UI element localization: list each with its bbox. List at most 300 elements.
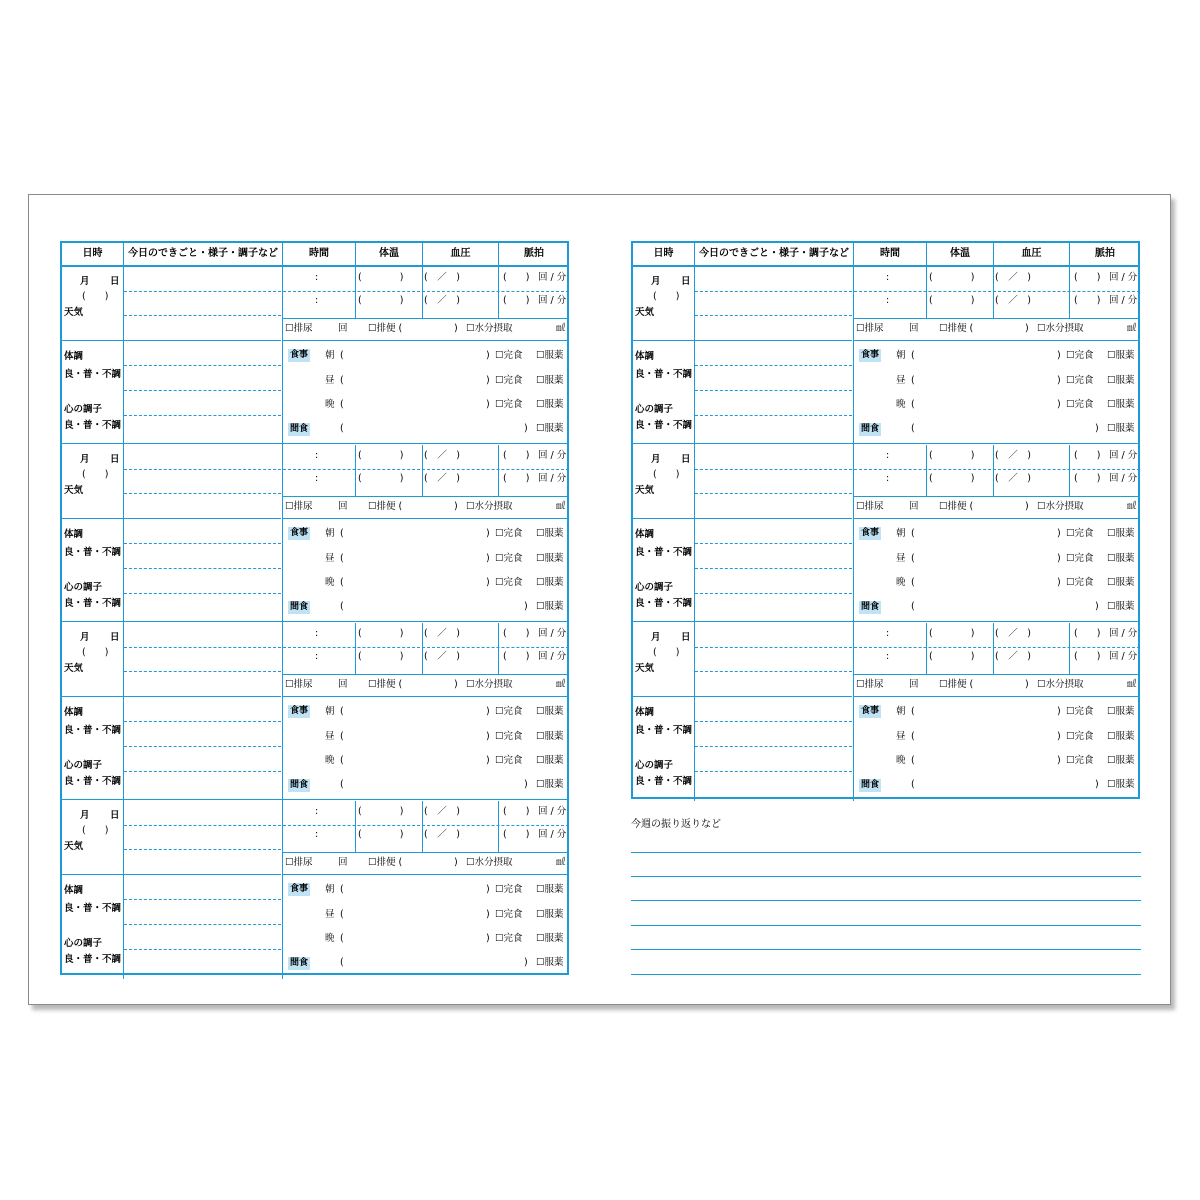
lunch-finished-checkbox[interactable]: ☐完食 [495, 553, 523, 564]
time-field[interactable]: : [886, 473, 890, 484]
breakfast-label: 朝 [896, 350, 906, 361]
urine-checkbox[interactable]: ☐排尿 [285, 857, 313, 868]
breakfast-medication-checkbox[interactable]: ☐服薬 [536, 350, 564, 361]
pulse-field[interactable]: ( ) [503, 651, 530, 662]
stool-checkbox[interactable]: ☐排便 ( [368, 679, 403, 690]
weekday-paren[interactable]: ( ) [82, 825, 109, 836]
dinner-medication-checkbox[interactable]: ☐服薬 [1107, 755, 1135, 766]
lunch-finished-checkbox[interactable]: ☐完食 [495, 731, 523, 742]
divider [854, 696, 1140, 697]
mood-scale[interactable]: 良・普・不調 [64, 954, 122, 965]
pulse-field[interactable]: ( ) [503, 628, 530, 639]
notes-line[interactable] [695, 593, 852, 594]
breakfast-label: 朝 [325, 350, 335, 361]
divider [355, 243, 356, 265]
breakfast-medication-checkbox[interactable]: ☐服薬 [1107, 706, 1135, 717]
blood-pressure-field[interactable]: ( ／ ) [424, 450, 460, 461]
lunch-open-paren[interactable]: ( [340, 731, 344, 742]
pulse-unit: 回 / 分 [1109, 272, 1138, 283]
blood-pressure-field[interactable]: ( ／ ) [424, 651, 460, 662]
time-field[interactable]: : [315, 450, 319, 461]
meal-tag: 食事 [290, 350, 309, 360]
lunch-open-paren[interactable]: ( [911, 375, 915, 386]
left-page-diary-table [60, 241, 569, 975]
day-label: 日 [110, 810, 120, 821]
condition-scale[interactable]: 良・普・不調 [64, 725, 122, 736]
day-entry [62, 267, 567, 445]
dinner-open-paren[interactable]: ( [911, 755, 915, 766]
temperature-field[interactable]: ( ) [929, 651, 975, 662]
lunch-finished-checkbox[interactable]: ☐完食 [1066, 731, 1094, 742]
dinner-close-paren: ) [486, 933, 490, 944]
urine-checkbox[interactable]: ☐排尿 [285, 679, 313, 690]
review-writing-line[interactable] [631, 852, 1141, 853]
time-field[interactable]: : [315, 651, 319, 662]
snack-open-paren[interactable]: ( [911, 601, 915, 612]
time-field[interactable]: : [315, 806, 319, 817]
pulse-field[interactable]: ( ) [503, 272, 530, 283]
dinner-finished-checkbox[interactable]: ☐完食 [1066, 755, 1094, 766]
divider [926, 267, 927, 318]
temperature-field[interactable]: ( ) [358, 806, 404, 817]
breakfast-open-paren[interactable]: ( [340, 706, 344, 717]
lunch-label: 昼 [896, 553, 906, 564]
lunch-medication-checkbox[interactable]: ☐服薬 [1107, 375, 1135, 386]
time-field[interactable]: : [315, 473, 319, 484]
dinner-open-paren[interactable]: ( [911, 577, 915, 588]
divider [282, 801, 283, 979]
dinner-finished-checkbox[interactable]: ☐完食 [1066, 399, 1094, 410]
pulse-field[interactable]: ( ) [1074, 272, 1101, 283]
dinner-label: 晩 [896, 399, 906, 410]
notes-line[interactable] [124, 493, 281, 494]
lunch-open-paren[interactable]: ( [340, 909, 344, 920]
notes-line[interactable] [695, 647, 852, 648]
time-field[interactable]: : [315, 829, 319, 840]
mood-scale[interactable]: 良・普・不調 [64, 420, 122, 431]
blood-pressure-field[interactable]: ( ／ ) [995, 651, 1031, 662]
temperature-field[interactable]: ( ) [358, 829, 404, 840]
dinner-finished-checkbox[interactable]: ☐完食 [495, 755, 523, 766]
snack-tag: 間食 [290, 602, 309, 612]
dinner-open-paren[interactable]: ( [340, 577, 344, 588]
blood-pressure-field[interactable]: ( ／ ) [995, 295, 1031, 306]
notes-line[interactable] [124, 593, 281, 594]
day-entry [62, 623, 567, 801]
pulse-field[interactable]: ( ) [503, 473, 530, 484]
vitals-divider [283, 291, 569, 292]
divider [633, 696, 694, 697]
header-blood-pressure: 血圧 [450, 248, 471, 259]
snack-open-paren[interactable]: ( [340, 601, 344, 612]
blood-pressure-field[interactable]: ( ／ ) [995, 473, 1031, 484]
notes-line[interactable] [695, 543, 852, 544]
snack-open-paren[interactable]: ( [340, 957, 344, 968]
lunch-medication-checkbox[interactable]: ☐服薬 [536, 909, 564, 920]
pulse-field[interactable]: ( ) [1074, 473, 1101, 484]
breakfast-finished-checkbox[interactable]: ☐完食 [495, 884, 523, 895]
breakfast-open-paren[interactable]: ( [911, 706, 915, 717]
blood-pressure-field[interactable]: ( ／ ) [424, 272, 460, 283]
breakfast-finished-checkbox[interactable]: ☐完食 [1066, 528, 1094, 539]
urine-checkbox[interactable]: ☐排尿 [856, 501, 884, 512]
month-label: 月 [80, 632, 90, 643]
weekday-paren[interactable]: ( ) [82, 647, 109, 658]
meal-tag: 食事 [290, 884, 309, 894]
temperature-field[interactable]: ( ) [929, 450, 975, 461]
blood-pressure-field[interactable]: ( ／ ) [424, 806, 460, 817]
divider [124, 340, 281, 341]
vitals-divider [283, 825, 569, 826]
divider [123, 623, 124, 801]
lunch-open-paren[interactable]: ( [340, 553, 344, 564]
milliliter-unit: ㎖ [556, 501, 566, 512]
breakfast-medication-checkbox[interactable]: ☐服薬 [536, 528, 564, 539]
breakfast-medication-checkbox[interactable]: ☐服薬 [536, 884, 564, 895]
temperature-field[interactable]: ( ) [358, 450, 404, 461]
temperature-field[interactable]: ( ) [358, 628, 404, 639]
lunch-finished-checkbox[interactable]: ☐完食 [1066, 375, 1094, 386]
notes-line[interactable] [124, 746, 281, 747]
snack-medication-checkbox[interactable]: ☐服薬 [1107, 423, 1135, 434]
breakfast-open-paren[interactable]: ( [340, 528, 344, 539]
lunch-medication-checkbox[interactable]: ☐服薬 [536, 731, 564, 742]
blood-pressure-field[interactable]: ( ／ ) [424, 628, 460, 639]
time-field[interactable]: : [886, 295, 890, 306]
mood-scale[interactable]: 良・普・不調 [635, 776, 693, 787]
temperature-field[interactable]: ( ) [358, 295, 404, 306]
notes-line[interactable] [124, 825, 281, 826]
divider [694, 243, 695, 265]
temperature-field[interactable]: ( ) [929, 272, 975, 283]
dinner-finished-checkbox[interactable]: ☐完食 [495, 399, 523, 410]
mood-label: 心の調子 [635, 760, 674, 771]
time-field[interactable]: : [886, 272, 890, 283]
breakfast-medication-checkbox[interactable]: ☐服薬 [1107, 350, 1135, 361]
review-writing-line[interactable] [631, 974, 1141, 975]
pulse-field[interactable]: ( ) [1074, 295, 1101, 306]
day-label: 日 [110, 632, 120, 643]
temperature-field[interactable]: ( ) [929, 473, 975, 484]
notes-line[interactable] [695, 721, 852, 722]
snack-medication-checkbox[interactable]: ☐服薬 [1107, 601, 1135, 612]
dinner-finished-checkbox[interactable]: ☐完食 [495, 577, 523, 588]
lunch-close-paren: ) [486, 909, 490, 920]
divider [1069, 445, 1070, 496]
pulse-field[interactable]: ( ) [503, 829, 530, 840]
notes-line[interactable] [695, 291, 852, 292]
divider [926, 243, 927, 265]
breakfast-open-paren[interactable]: ( [340, 884, 344, 895]
dinner-open-paren[interactable]: ( [340, 933, 344, 944]
dinner-finished-checkbox[interactable]: ☐完食 [1066, 577, 1094, 588]
weekday-paren[interactable]: ( ) [82, 469, 109, 480]
divider [633, 518, 694, 519]
snack-tag: 間食 [290, 780, 309, 790]
divider [1069, 243, 1070, 265]
blood-pressure-field[interactable]: ( ／ ) [424, 473, 460, 484]
pulse-unit: 回 / 分 [538, 473, 567, 484]
urine-checkbox[interactable]: ☐排尿 [856, 679, 884, 690]
header-pulse: 脈拍 [524, 248, 544, 259]
meal-tag: 食事 [861, 350, 880, 360]
notes-line[interactable] [695, 390, 852, 391]
vitals-divider [854, 469, 1140, 470]
divider [694, 445, 695, 623]
notes-line[interactable] [695, 315, 852, 316]
pulse-field[interactable]: ( ) [503, 295, 530, 306]
blood-pressure-field[interactable]: ( ／ ) [995, 628, 1031, 639]
notes-line[interactable] [124, 924, 281, 925]
lunch-close-paren: ) [486, 375, 490, 386]
header-notes: 今日のできごと・様子・調子など [699, 248, 849, 259]
lunch-label: 昼 [325, 909, 335, 920]
notes-line[interactable] [124, 671, 281, 672]
breakfast-medication-checkbox[interactable]: ☐服薬 [536, 706, 564, 717]
snack-medication-checkbox[interactable]: ☐服薬 [536, 957, 564, 968]
snack-medication-checkbox[interactable]: ☐服薬 [536, 779, 564, 790]
stool-checkbox[interactable]: ☐排便 ( [368, 323, 403, 334]
dinner-label: 晩 [896, 755, 906, 766]
time-field[interactable]: : [315, 272, 319, 283]
temperature-field[interactable]: ( ) [929, 628, 975, 639]
stool-checkbox[interactable]: ☐排便 ( [939, 679, 974, 690]
review-writing-line[interactable] [631, 925, 1141, 926]
water-intake-checkbox[interactable]: ☐水分摂取 [1037, 323, 1084, 334]
notes-line[interactable] [695, 746, 852, 747]
pulse-field[interactable]: ( ) [503, 450, 530, 461]
month-label: 月 [651, 454, 661, 465]
stool-checkbox[interactable]: ☐排便 ( [939, 501, 974, 512]
water-intake-checkbox[interactable]: ☐水分摂取 [466, 501, 513, 512]
notes-line[interactable] [695, 568, 852, 569]
mood-scale[interactable]: 良・普・不調 [635, 598, 693, 609]
divider [62, 340, 123, 341]
dinner-open-paren[interactable]: ( [911, 399, 915, 410]
breakfast-finished-checkbox[interactable]: ☐完食 [495, 706, 523, 717]
divider [694, 267, 695, 445]
divider [124, 874, 281, 875]
notes-line[interactable] [124, 949, 281, 950]
breakfast-open-paren[interactable]: ( [911, 528, 915, 539]
dinner-close-paren: ) [1057, 755, 1061, 766]
divider [854, 318, 1140, 319]
divider [633, 340, 694, 341]
breakfast-open-paren[interactable]: ( [911, 350, 915, 361]
weekday-paren[interactable]: ( ) [653, 291, 680, 302]
dinner-medication-checkbox[interactable]: ☐服薬 [536, 755, 564, 766]
dinner-medication-checkbox[interactable]: ☐服薬 [536, 577, 564, 588]
divider [695, 696, 852, 697]
blood-pressure-field[interactable]: ( ／ ) [995, 272, 1031, 283]
breakfast-label: 朝 [325, 706, 335, 717]
condition-scale[interactable]: 良・普・不調 [64, 903, 122, 914]
notes-line[interactable] [695, 415, 852, 416]
urine-checkbox[interactable]: ☐排尿 [285, 501, 313, 512]
dinner-medication-checkbox[interactable]: ☐服薬 [1107, 399, 1135, 410]
notes-line[interactable] [124, 721, 281, 722]
lunch-finished-checkbox[interactable]: ☐完食 [495, 909, 523, 920]
time-field[interactable]: : [315, 295, 319, 306]
dinner-medication-checkbox[interactable]: ☐服薬 [536, 399, 564, 410]
lunch-medication-checkbox[interactable]: ☐服薬 [1107, 731, 1135, 742]
snack-medication-checkbox[interactable]: ☐服薬 [1107, 779, 1135, 790]
urine-checkbox[interactable]: ☐排尿 [285, 323, 313, 334]
divider [993, 243, 994, 265]
table-header [633, 243, 1138, 267]
lunch-finished-checkbox[interactable]: ☐完食 [495, 375, 523, 386]
condition-scale[interactable]: 良・普・不調 [635, 369, 693, 380]
dinner-medication-checkbox[interactable]: ☐服薬 [1107, 577, 1135, 588]
stool-checkbox[interactable]: ☐排便 ( [368, 857, 403, 868]
snack-open-paren[interactable]: ( [340, 779, 344, 790]
notes-line[interactable] [124, 771, 281, 772]
pulse-unit: 回 / 分 [1109, 473, 1138, 484]
day-label: 日 [681, 454, 691, 465]
weekday-paren[interactable]: ( ) [653, 647, 680, 658]
snack-open-paren[interactable]: ( [340, 423, 344, 434]
divider [854, 518, 1140, 519]
divider [695, 340, 852, 341]
weather-label: 天気 [635, 663, 655, 674]
notes-line[interactable] [124, 647, 281, 648]
dinner-open-paren[interactable]: ( [340, 755, 344, 766]
snack-close-paren: ) [524, 779, 528, 790]
divider [283, 674, 569, 675]
mood-scale[interactable]: 良・普・不調 [635, 420, 693, 431]
lunch-medication-checkbox[interactable]: ☐服薬 [536, 553, 564, 564]
lunch-medication-checkbox[interactable]: ☐服薬 [536, 375, 564, 386]
divider [853, 623, 854, 801]
breakfast-finished-checkbox[interactable]: ☐完食 [1066, 706, 1094, 717]
snack-medication-checkbox[interactable]: ☐服薬 [536, 601, 564, 612]
weather-label: 天気 [635, 485, 655, 496]
condition-label: 体調 [635, 351, 655, 362]
time-field[interactable]: : [886, 651, 890, 662]
notes-line[interactable] [695, 493, 852, 494]
notes-line[interactable] [124, 415, 281, 416]
day-separator [62, 799, 569, 800]
snack-medication-checkbox[interactable]: ☐服薬 [536, 423, 564, 434]
pulse-unit: 回 / 分 [538, 628, 567, 639]
condition-scale[interactable]: 良・普・不調 [64, 369, 122, 380]
mood-scale[interactable]: 良・普・不調 [64, 776, 122, 787]
breakfast-open-paren[interactable]: ( [340, 350, 344, 361]
snack-open-paren[interactable]: ( [911, 779, 915, 790]
divider [695, 518, 852, 519]
divider [422, 445, 423, 496]
day-entry [62, 445, 567, 623]
notes-line[interactable] [124, 390, 281, 391]
blood-pressure-field[interactable]: ( ／ ) [424, 829, 460, 840]
notes-line[interactable] [124, 543, 281, 544]
divider [1069, 267, 1070, 318]
water-intake-checkbox[interactable]: ☐水分摂取 [1037, 679, 1084, 690]
lunch-finished-checkbox[interactable]: ☐完食 [1066, 553, 1094, 564]
dinner-open-paren[interactable]: ( [340, 399, 344, 410]
water-intake-checkbox[interactable]: ☐水分摂取 [1037, 501, 1084, 512]
notes-line[interactable] [695, 671, 852, 672]
notes-line[interactable] [124, 849, 281, 850]
notes-line[interactable] [124, 568, 281, 569]
dinner-finished-checkbox[interactable]: ☐完食 [495, 933, 523, 944]
temperature-field[interactable]: ( ) [358, 473, 404, 484]
lunch-open-paren[interactable]: ( [340, 375, 344, 386]
temperature-field[interactable]: ( ) [358, 272, 404, 283]
review-writing-line[interactable] [631, 900, 1141, 901]
notes-line[interactable] [124, 469, 281, 470]
snack-open-paren[interactable]: ( [911, 423, 915, 434]
time-field[interactable]: : [886, 628, 890, 639]
pulse-field[interactable]: ( ) [1074, 651, 1101, 662]
breakfast-close-paren: ) [1057, 350, 1061, 361]
review-writing-line[interactable] [631, 949, 1141, 950]
time-field[interactable]: : [886, 450, 890, 461]
condition-label: 体調 [64, 351, 84, 362]
divider [355, 801, 356, 852]
notes-line[interactable] [124, 899, 281, 900]
lunch-open-paren[interactable]: ( [911, 553, 915, 564]
pulse-field[interactable]: ( ) [1074, 450, 1101, 461]
dinner-medication-checkbox[interactable]: ☐服薬 [536, 933, 564, 944]
notes-line[interactable] [124, 365, 281, 366]
temperature-field[interactable]: ( ) [358, 651, 404, 662]
mood-scale[interactable]: 良・普・不調 [64, 598, 122, 609]
review-writing-line[interactable] [631, 876, 1141, 877]
meal-tag: 食事 [861, 528, 880, 538]
notebook-spread [28, 194, 1171, 1005]
time-field[interactable]: : [315, 628, 319, 639]
notes-line[interactable] [695, 771, 852, 772]
pulse-field[interactable]: ( ) [503, 806, 530, 817]
condition-scale[interactable]: 良・普・不調 [635, 547, 693, 558]
lunch-medication-checkbox[interactable]: ☐服薬 [1107, 553, 1135, 564]
stool-checkbox[interactable]: ☐排便 ( [368, 501, 403, 512]
stool-close-paren: ) [454, 679, 458, 690]
notes-line[interactable] [124, 315, 281, 316]
breakfast-finished-checkbox[interactable]: ☐完食 [495, 528, 523, 539]
dinner-close-paren: ) [486, 577, 490, 588]
blood-pressure-field[interactable]: ( ／ ) [995, 450, 1031, 461]
urine-checkbox[interactable]: ☐排尿 [856, 323, 884, 334]
breakfast-medication-checkbox[interactable]: ☐服薬 [1107, 528, 1135, 539]
breakfast-finished-checkbox[interactable]: ☐完食 [1066, 350, 1094, 361]
temperature-field[interactable]: ( ) [929, 295, 975, 306]
divider [926, 623, 927, 674]
condition-scale[interactable]: 良・普・不調 [635, 725, 693, 736]
weekday-paren[interactable]: ( ) [82, 291, 109, 302]
divider [854, 674, 1140, 675]
water-intake-checkbox[interactable]: ☐水分摂取 [466, 323, 513, 334]
water-intake-checkbox[interactable]: ☐水分摂取 [466, 679, 513, 690]
breakfast-finished-checkbox[interactable]: ☐完食 [495, 350, 523, 361]
lunch-open-paren[interactable]: ( [911, 731, 915, 742]
notes-line[interactable] [124, 291, 281, 292]
water-intake-checkbox[interactable]: ☐水分摂取 [466, 857, 513, 868]
blood-pressure-field[interactable]: ( ／ ) [424, 295, 460, 306]
notes-line[interactable] [695, 469, 852, 470]
snack-tag: 間食 [290, 958, 309, 968]
pulse-field[interactable]: ( ) [1074, 628, 1101, 639]
divider [124, 518, 281, 519]
stool-checkbox[interactable]: ☐排便 ( [939, 323, 974, 334]
day-entry [633, 623, 1138, 801]
mood-label: 心の調子 [635, 404, 674, 415]
divider [283, 340, 569, 341]
notes-line[interactable] [695, 365, 852, 366]
condition-scale[interactable]: 良・普・不調 [64, 547, 122, 558]
weekday-paren[interactable]: ( ) [653, 469, 680, 480]
